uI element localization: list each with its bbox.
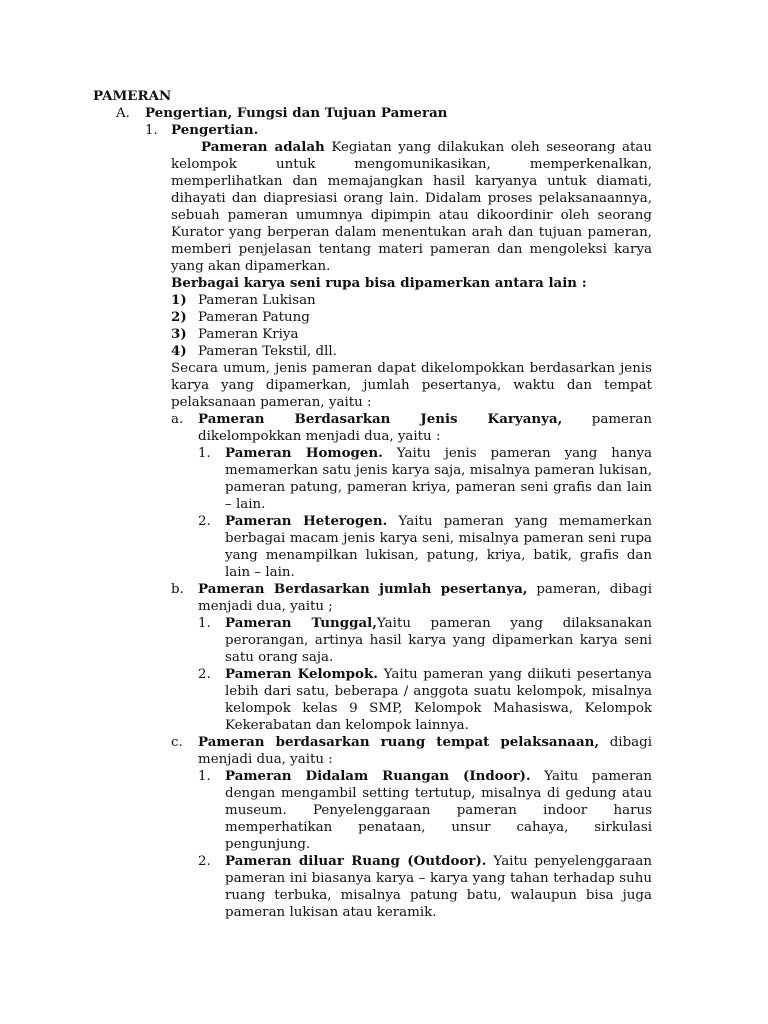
item-title: Pameran Heterogen. xyxy=(225,513,388,529)
list-item-text: Pameran Lukisan xyxy=(198,293,316,308)
item-number: 2. xyxy=(198,514,211,529)
item-title: Pameran Homogen. xyxy=(225,445,383,461)
item-title: Pameran diluar Ruang (Outdoor). xyxy=(225,853,487,869)
artwork-list xyxy=(171,292,652,360)
category-c xyxy=(171,734,652,768)
category-c-letter: c. xyxy=(171,735,183,750)
item-number: 1. xyxy=(198,769,211,784)
list-item-number: 4) xyxy=(171,343,187,359)
category-a xyxy=(171,411,652,445)
category-b-letter: b. xyxy=(171,582,184,597)
category-b-item-2 xyxy=(198,666,652,734)
item-number: 1. xyxy=(198,616,211,631)
item-description: Yaitu pameran yang diikuti pesertanya lebih dari satu, beberapa / anggota suatu kelompok, misalnya kelompok kelas 9 SMP, Kelompok Mahasiswa, Kelompok Kekerabatan dan kelompok lainnya. xyxy=(225,667,652,733)
item-number: 2. xyxy=(198,667,211,682)
document-title: PAMERAN xyxy=(93,88,172,104)
item-description: Yaitu pameran yang dilaksanakan perorangan, artinya hasil karya yang dipamerkan karya seni satu orang saja. xyxy=(225,616,652,665)
definition-term: Pameran adalah xyxy=(201,139,325,155)
category-c-item-1 xyxy=(198,768,652,853)
definition-text: Kegiatan yang dilakukan oleh seseorang atau kelompok untuk mengomunikasikan, memperkenalkan, memperlihatkan dan memajangkan hasil karyanya untuk diamati, dihayati dan diapresiasi orang lain. Didalam proses pelaksanaannya, sebuah pameran umumnya dipimpin atau dikoordinir oleh seorang Kurator yang berperan dalam menentukan arah dan tujuan pameran, memberi penjelasan tentang materi pameran dan mengoleksi karya yang akan dipamerkan. xyxy=(171,140,653,274)
list-item xyxy=(171,309,652,326)
section-a-number: A. xyxy=(116,106,130,121)
item-description: Yaitu pameran yang memamerkan berbagai macam jenis karya seni, misalnya pameran seni rupa yang menampilkan lukisan, patung, kriya, batik, grafis dan lain – lain. xyxy=(225,514,652,580)
item-text xyxy=(225,666,652,734)
category-c-item-2 xyxy=(198,853,652,921)
category-b-text xyxy=(198,581,652,615)
item-text xyxy=(225,445,652,513)
item-title: Pameran Didalam Ruangan (Indoor). xyxy=(225,768,531,784)
category-b-title: Pameran Berdasarkan jumlah pesertanya, xyxy=(198,581,528,597)
list-item xyxy=(171,326,652,343)
item-text xyxy=(225,768,652,853)
item-title: Pameran Tunggal, xyxy=(225,615,377,631)
document-body xyxy=(171,139,652,921)
item-description: Yaitu pameran dengan mengambil setting tertutup, misalnya di gedung atau museum. Penyelenggaraan pameran indoor harus memperhatikan penataan, unsur cahaya, sirkulasi pengunjung. xyxy=(225,769,652,852)
category-c-description: dibagi menjadi dua, yaitu : xyxy=(198,735,652,767)
list-item-number: 1) xyxy=(171,292,187,308)
list-item-number: 2) xyxy=(171,309,187,325)
item-number: 1. xyxy=(198,446,211,461)
category-a-letter: a. xyxy=(171,412,184,427)
category-a-title: Pameran Berdasarkan Jenis Karyanya, xyxy=(198,411,563,427)
category-a-item-1 xyxy=(198,445,652,513)
category-b xyxy=(171,581,652,615)
category-a-text xyxy=(198,411,652,445)
list-item-text: Pameran Patung xyxy=(198,310,310,325)
category-a-item-2 xyxy=(198,513,652,581)
item-description: Yaitu jenis pameran yang hanya memamerkan satu jenis karya saja, misalnya pameran lukisan, pameran patung, pameran kriya, pameran seni grafis dan lain – lain. xyxy=(225,446,653,512)
item-text xyxy=(225,615,652,666)
list-item-text: Pameran Kriya xyxy=(198,327,299,342)
category-c-title: Pameran berdasarkan ruang tempat pelaksanaan, xyxy=(198,734,600,750)
item-text xyxy=(225,853,652,921)
item-description: Yaitu penyelenggaraan pameran ini biasanya karya – karya yang tahan terhadap suhu ruang terbuka, misalnya patung batu, walaupun bisa juga pameran lukisan atau keramik. xyxy=(225,854,652,920)
category-c-text xyxy=(198,734,652,768)
item-text xyxy=(225,513,652,581)
list-item-number: 3) xyxy=(171,326,187,342)
category-b-item-1 xyxy=(198,615,652,666)
category-a-description: pameran dikelompokkan menjadi dua, yaitu : xyxy=(198,412,652,444)
classification-paragraph: Secara umum, jenis pameran dapat dikelompokkan berdasarkan jenis karya yang dipamerkan, jumlah pesertanya, waktu dan tempat pelaksanaan pameran, yaitu : xyxy=(171,361,652,410)
category-b-description: pameran, dibagi menjadi dua, yaitu ; xyxy=(198,582,652,614)
list-item xyxy=(171,343,652,360)
subsection-1-title: Pengertian. xyxy=(171,122,259,138)
list-item xyxy=(171,292,652,309)
list-item-text: Pameran Tekstil, dll. xyxy=(198,344,337,359)
item-number: 2. xyxy=(198,854,211,869)
subsection-1-number: 1. xyxy=(145,123,158,138)
artwork-list-heading-text: Berbagai karya seni rupa bisa dipamerkan antara lain : xyxy=(171,275,587,291)
definition-paragraph xyxy=(171,139,652,275)
item-title: Pameran Kelompok. xyxy=(225,666,378,682)
section-a-title: Pengertian, Fungsi dan Tujuan Pameran xyxy=(145,105,448,121)
artwork-list-heading xyxy=(171,275,652,292)
